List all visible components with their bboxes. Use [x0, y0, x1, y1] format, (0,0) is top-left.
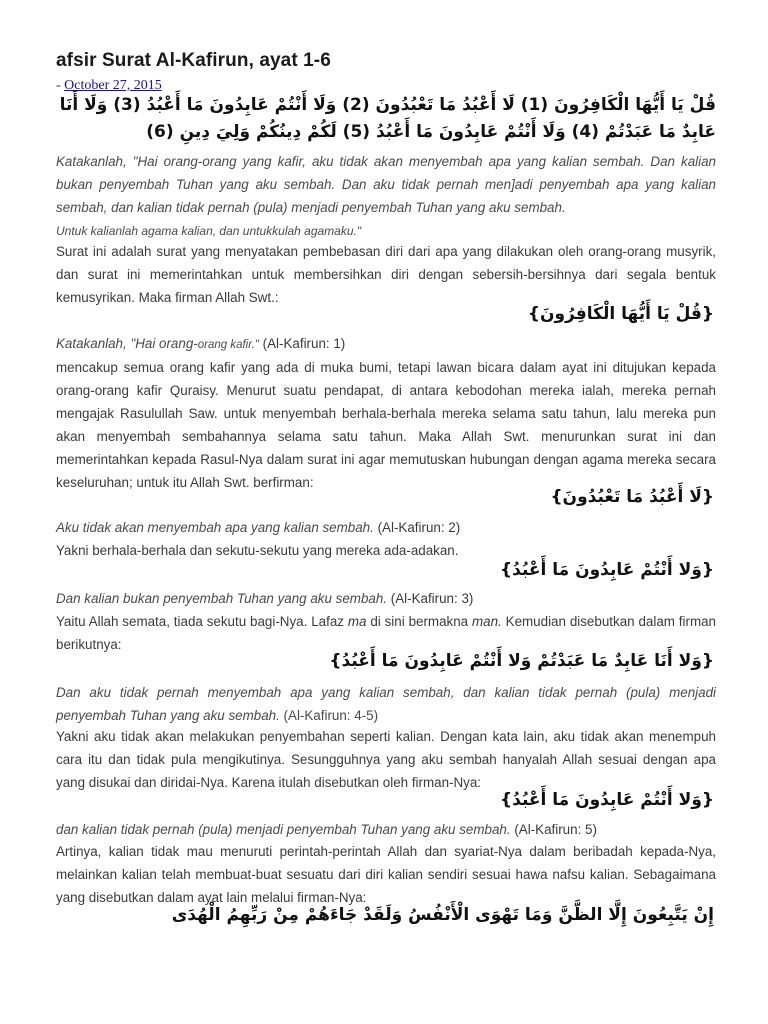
verse-3-translation-text: Dan kalian bukan penyembah Tuhan yang aku sembah. — [56, 591, 388, 606]
verse-4-arabic: {وَلا أَنَا عَابِدٌ مَا عَبَدْتُمْ وَلا أَنْتُمْ عَابِدُونَ مَا أَعْبُدُ} — [329, 651, 714, 671]
verse-5-ref: (Al-Kafirun: 5) — [510, 822, 597, 837]
paragraph-explanation-4: Yakni aku tidak akan melakukan penyembahan seperti kalian. Dengan kata lain, aku tidak akan menempuh cara itu dan tidak pula mengikutinya. Sesungguhnya yang aku sembah hanyalah Allah sesuai dengan apa yang disukai dan diridai-Nya. Karena itulah disebutkan oleh firman-Nya: — [56, 729, 716, 790]
verse-1-arabic: {قُلْ يَا أَيُّهَا الْكَافِرُونَ} — [527, 304, 714, 324]
translation-main-tail: Untuk kalianlah agama kalian, dan untukkulah agamaku." — [56, 224, 362, 238]
date-prefix: - — [56, 78, 65, 93]
verse-2-translation — [56, 518, 716, 538]
verse-3-translation — [56, 589, 716, 609]
paragraph-3-part-c: Kemudian disebutkan dalam firman berikutnya: — [56, 614, 716, 652]
translation-main — [56, 150, 716, 243]
date-link[interactable]: October 27, 2015 — [64, 78, 162, 93]
verse-2-arabic: {لَا أَعْبُدُ مَا تَعْبُدُونَ} — [550, 487, 714, 507]
verse-3-ref: (Al-Kafirun: 3) — [387, 591, 474, 606]
verse-3-arabic: {وَلا أَنْتُمْ عَابِدُونَ مَا أَعْبُدُ} — [500, 560, 714, 580]
paragraph-explanation-5: Artinya, kalian tidak mau menuruti perintah-perintah Allah dan syariat-Nya dalam beribadah kepada-Nya, melainkan kalian telah membuat-buat sesuatu dari diri kalian sendiri sesuai hawa nafsu kalian. Sebagaimana yang disebutkan dalam ayat lain melalui firman-Nya: — [56, 844, 716, 905]
paragraph-explanation-2: Yakni berhala-berhala dan sekutu-sekutu yang mereka ada-adakan. — [56, 543, 459, 558]
paragraph-explanation-1: mencakup semua orang kafir yang ada di muka bumi, tetapi lawan bicara dalam ayat ini ditujukan kepada orang-orang kafir Quraisy. Menurut suatu pendapat, di antara kebodohan mereka ialah, mereka pernah mengajak Rasulullah Saw. untuk menyembah berhala-berhala mereka selama satu tahun, lalu mereka pun akan menyembah sembahannya selama satu tahun. Maka Allah Swt. menurunkan surat ini dan memerintahkan kepada Rasul-Nya dalam surat ini agar memutuskan hubungan dengan agama mereka secara keseluruhan; untuk itu Allah Swt. berfirman: — [56, 360, 716, 490]
verse-6-arabic: إِنْ يَتَّبِعُونَ إِلَّا الظَّنَّ وَمَا تَهْوَى الْأَنْفُسُ وَلَقَدْ جَاءَهُمْ مِنْ رَبِّهِمُ الْهُدَى — [171, 905, 714, 925]
translation-main-text: Katakanlah, "Hai orang-orang yang kafir, aku tidak akan menyembah apa yang kalian sembah. Dan kalian bukan penyembah Tuhan yang aku sembah. Dan aku tidak pernah men]adi penyembah apa yang kalian sembah, dan kalian tidak pernah (pula) menjadi penyembah Tuhan yang aku sembah. — [56, 154, 716, 215]
paragraph-explanation-3 — [56, 610, 716, 656]
paragraph-3-part-b: di sini bermakna — [366, 614, 472, 629]
verse-2-ref: (Al-Kafirun: 2) — [373, 520, 461, 535]
verse-5-translation — [56, 820, 716, 840]
verse-4-ref: (Al-Kafirun: 4-5) — [279, 708, 379, 723]
paragraph-intro: Surat ini adalah surat yang menyatakan pembebasan diri dari apa yang dilakukan oleh orang-orang musyrik, dan surat ini memerintahkan untuk membersihkan diri dengan sebersih-bersihnya dari segala bentuk kemusyrikan. Maka firman Allah Swt.: — [56, 244, 716, 305]
verse-1-ref: (Al-Kafirun: 1) — [258, 336, 346, 351]
verse-4-translation-text: Dan aku tidak pernah menyembah apa yang kalian sembah, dan kalian tidak pernah (pula) menjadi penyembah Tuhan yang aku sembah. — [56, 685, 716, 723]
page-title: afsir Surat Al-Kafirun, ayat 1-6 — [56, 50, 331, 71]
term-man: man. — [472, 614, 502, 629]
paragraph-3-part-a: Yaitu Allah semata, tiada sekutu bagi-Nya. Lafaz — [56, 614, 348, 629]
verse-1-translation-text: Katakanlah, "Hai orang- — [56, 336, 198, 351]
verse-1-translation — [56, 334, 716, 355]
verse-5-translation-text: dan kalian tidak pernah (pula) menjadi penyembah Tuhan yang aku sembah. — [56, 822, 511, 837]
verse-2-translation-text: Aku tidak akan menyembah apa yang kalian sembah. — [56, 520, 374, 535]
term-ma: ma — [347, 614, 367, 629]
arabic-verses-main: قُلْ يَا أَيُّهَا الْكَافِرُونَ (1) لَا أَعْبُدُ مَا تَعْبُدُونَ (2) وَلَا أَنْتُمْ عَابِدُونَ مَا أَعْبُدُ (3) وَلَا أَنَا عَابِدٌ مَا عَبَدْتُمْ (4) وَلَا أَنْتُمْ عَابِدُونَ مَا أَعْبُدُ (5) لَكُمْ دِينُكُمْ وَلِيَ دِينِ (6) — [59, 95, 716, 142]
verse-1-translation-small: orang kafir." — [197, 339, 259, 351]
verse-4-translation — [56, 681, 716, 727]
verse-5-arabic: {وَلا أَنْتُمْ عَابِدُونَ مَا أَعْبُدُ} — [500, 790, 714, 810]
